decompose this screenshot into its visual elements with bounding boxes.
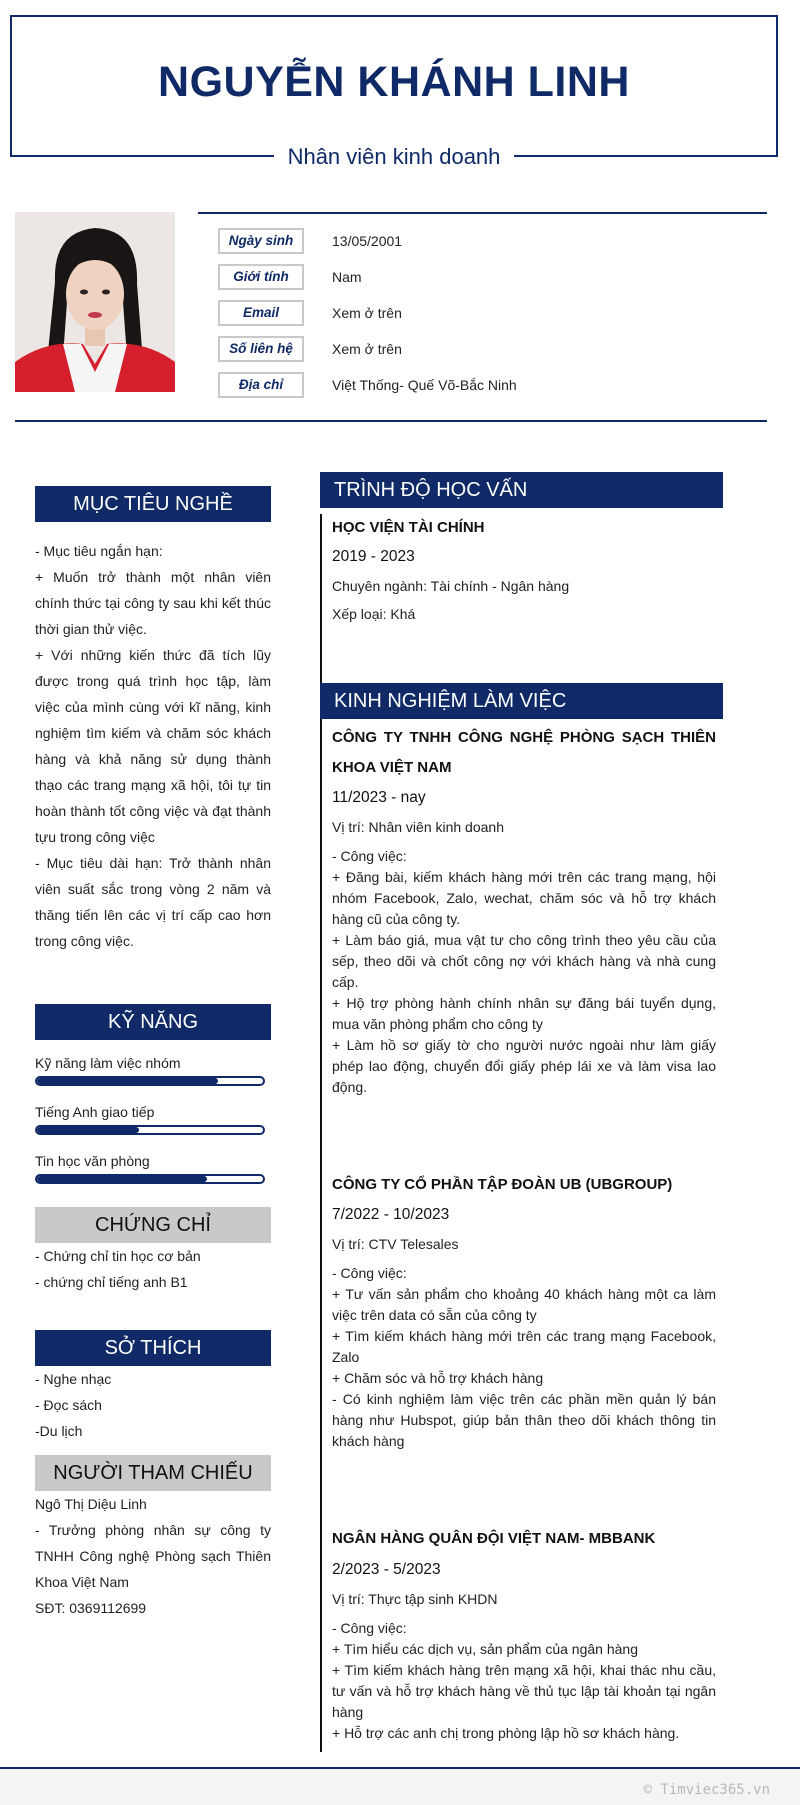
job-position: Vị trí: Nhân viên kinh doanh xyxy=(332,819,504,835)
reference-line: SĐT: 0369112699 xyxy=(35,1600,147,1616)
candidate-name: NGUYỄN KHÁNH LINH xyxy=(158,58,630,106)
job-position: Vị trí: CTV Telesales xyxy=(332,1236,459,1252)
job-details xyxy=(332,1263,716,1452)
certificates-list xyxy=(35,1243,201,1295)
info-value-birthdate: 13/05/2001 xyxy=(332,233,403,249)
job-detail-line: + Hỗ trợ các anh chị trong phòng lập hồ sơ khách hàng. xyxy=(332,1725,680,1741)
hobby-item: -Du lịch xyxy=(35,1423,83,1439)
job-detail-line: + Làm hồ sơ giấy tờ cho người nước ngoài như làm giấy phép lao động, chuyển đổi giấy phép lái xe và làm visa lao động. xyxy=(332,1037,716,1095)
hobby-item: - Nghe nhạc xyxy=(35,1371,112,1387)
objective-line: + Muốn trở thành một nhân viên chính thức tại công ty sau khi kết thúc thời gian thử việc. xyxy=(35,569,271,637)
reference-line: Ngô Thị Diệu Linh xyxy=(35,1496,147,1512)
objective-heading: MỤC TIÊU NGHỀ NGHIỆP xyxy=(35,486,271,522)
job-detail-line: + Tìm hiểu các dịch vụ, sản phẩm của ngân hàng xyxy=(332,1641,638,1657)
objective-text xyxy=(35,538,271,954)
job-detail-line: + Tư vấn sản phẩm cho khoảng 40 khách hàng một ca làm việc trên data có sẵn của công ty xyxy=(332,1286,716,1323)
skill-bar xyxy=(35,1125,265,1135)
education-grade: Xếp loại: Khá xyxy=(332,606,416,622)
job-detail-line: + Hộ trợ phòng hành chính nhân sự đăng bái tuyển dụng, mua văn phòng phẩm cho công ty xyxy=(332,995,716,1032)
objective-line: - Mục tiêu dài hạn: Trở thành nhân viên suất sắc trong vòng 2 năm và thăng tiến lên các vị trí cấp cao hơn trong công việc. xyxy=(35,855,271,949)
skill-name: Tiếng Anh giao tiếp xyxy=(35,1104,155,1120)
certificate-item: - chứng chỉ tiếng anh B1 xyxy=(35,1274,188,1290)
skill-bar xyxy=(35,1076,265,1086)
job-detail-line: - Có kinh nghiệm làm việc trên các phần mền quản lý bán hàng như Hubspot, giúp bản thân theo dõi khách thông tin khách hàng xyxy=(332,1391,716,1449)
references-text xyxy=(35,1491,271,1621)
skill-bar-fill xyxy=(37,1127,139,1133)
objective-line: + Với những kiến thức đã tích lũy được trong quá trình học tập, làm việc của mình cùng với kĩ năng, kinh nghiệm tìm kiếm và chăm sóc khách hàng và khả năng sử dụng thành thạo các trang mạng xã hội, tôi tự tin hoàn thành tốt công việc và đạt thành tựu trong công việc xyxy=(35,647,271,845)
job-details xyxy=(332,1618,716,1744)
info-value-gender: Nam xyxy=(332,269,362,285)
education-heading: TRÌNH ĐỘ HỌC VẤN xyxy=(320,472,723,508)
portrait-image xyxy=(15,212,175,392)
hobbies-heading: SỞ THÍCH xyxy=(35,1330,271,1366)
info-value-address: Việt Thống- Quế Võ-Bắc Ninh xyxy=(332,377,517,393)
candidate-role: Nhân viên kinh doanh xyxy=(274,144,515,170)
references-heading: NGƯỜI THAM CHIẾU xyxy=(35,1455,271,1491)
job-company: CÔNG TY TNHH CÔNG NGHỆ PHÒNG SẠCH THIÊN KHOA VIỆT NAM xyxy=(332,729,716,776)
profile-photo xyxy=(15,212,175,392)
job-detail-line: + Chăm sóc và hỗ trợ khách hàng xyxy=(332,1370,544,1386)
profile-divider-bottom xyxy=(15,420,767,422)
skill-bar xyxy=(35,1174,265,1184)
info-label-gender: Giới tính xyxy=(218,264,304,290)
education-period: 2019 - 2023 xyxy=(332,548,415,565)
info-value-email: Xem ở trên xyxy=(332,305,402,321)
role-wrapper xyxy=(0,144,788,170)
certificates-heading: CHỨNG CHỈ xyxy=(35,1207,271,1243)
profile-divider-top xyxy=(198,212,767,214)
certificate-item: - Chứng chỉ tin học cơ bản xyxy=(35,1248,201,1264)
info-label-phone: Số liên hệ xyxy=(218,336,304,362)
job-detail-line: - Công việc: xyxy=(332,1620,407,1636)
skill-name: Tin học văn phòng xyxy=(35,1153,150,1169)
education-major: Chuyên ngành: Tài chính - Ngân hàng xyxy=(332,578,570,594)
job-detail-line: + Tìm kiếm khách hàng mới trên các trang mạng Facebook, Zalo xyxy=(332,1328,716,1365)
job-period: 2/2023 - 5/2023 xyxy=(332,1561,441,1578)
job-details xyxy=(332,846,716,1098)
objective-line: - Mục tiêu ngắn hạn: xyxy=(35,543,163,559)
job-detail-line: + Tìm kiếm khách hàng trên mạng xã hội, khai thác nhu cầu, tư vấn và hỗ trợ khách hàng về thủ tục lập tài khoản tại ngân hàng xyxy=(332,1662,716,1720)
experience-heading: KINH NGHIỆM LÀM VIỆC xyxy=(320,683,723,719)
job-detail-line: - Công việc: xyxy=(332,848,407,864)
job-company: NGÂN HÀNG QUÂN ĐỘI VIỆT NAM- MBBANK xyxy=(332,1530,656,1547)
job-detail-line: - Công việc: xyxy=(332,1265,407,1281)
job-detail-line: + Đăng bài, kiếm khách hàng mới trên các trang mạng, hội nhóm Facebook, Zalo, wechat, chăm sóc và hỗ trợ khách hàng cũ của công ty. xyxy=(332,869,716,927)
skill-bar-fill xyxy=(37,1078,218,1084)
skills-heading: KỸ NĂNG xyxy=(35,1004,271,1040)
info-value-phone: Xem ở trên xyxy=(332,341,402,357)
reference-line: - Trưởng phòng nhân sự công ty TNHH Công nghệ Phòng sạch Thiên Khoa Việt Nam xyxy=(35,1522,271,1590)
hobbies-list xyxy=(35,1366,111,1444)
info-label-email: Email xyxy=(218,300,304,326)
skill-bar-fill xyxy=(37,1176,207,1182)
hobby-item: - Đọc sách xyxy=(35,1397,102,1413)
job-detail-line: + Làm báo giá, mua vật tư cho công trình theo yêu cầu của sếp, theo dõi và chốt công nợ với khách hàng và nhà cung cấp. xyxy=(332,932,716,990)
info-label-address: Địa chỉ xyxy=(218,372,304,398)
education-school: HỌC VIỆN TÀI CHÍNH xyxy=(332,519,485,536)
job-period: 7/2022 - 10/2023 xyxy=(332,1206,450,1223)
info-label-birthdate: Ngày sinh xyxy=(218,228,304,254)
job-period: 11/2023 - nay xyxy=(332,789,426,806)
job-company: CÔNG TY CỔ PHẦN TẬP ĐOÀN UB (UBGROUP) xyxy=(332,1176,673,1193)
watermark: © Timviec365.vn xyxy=(643,1782,770,1798)
job-position: Vị trí: Thực tập sinh KHDN xyxy=(332,1591,498,1607)
skill-name: Kỹ năng làm việc nhóm xyxy=(35,1055,181,1071)
